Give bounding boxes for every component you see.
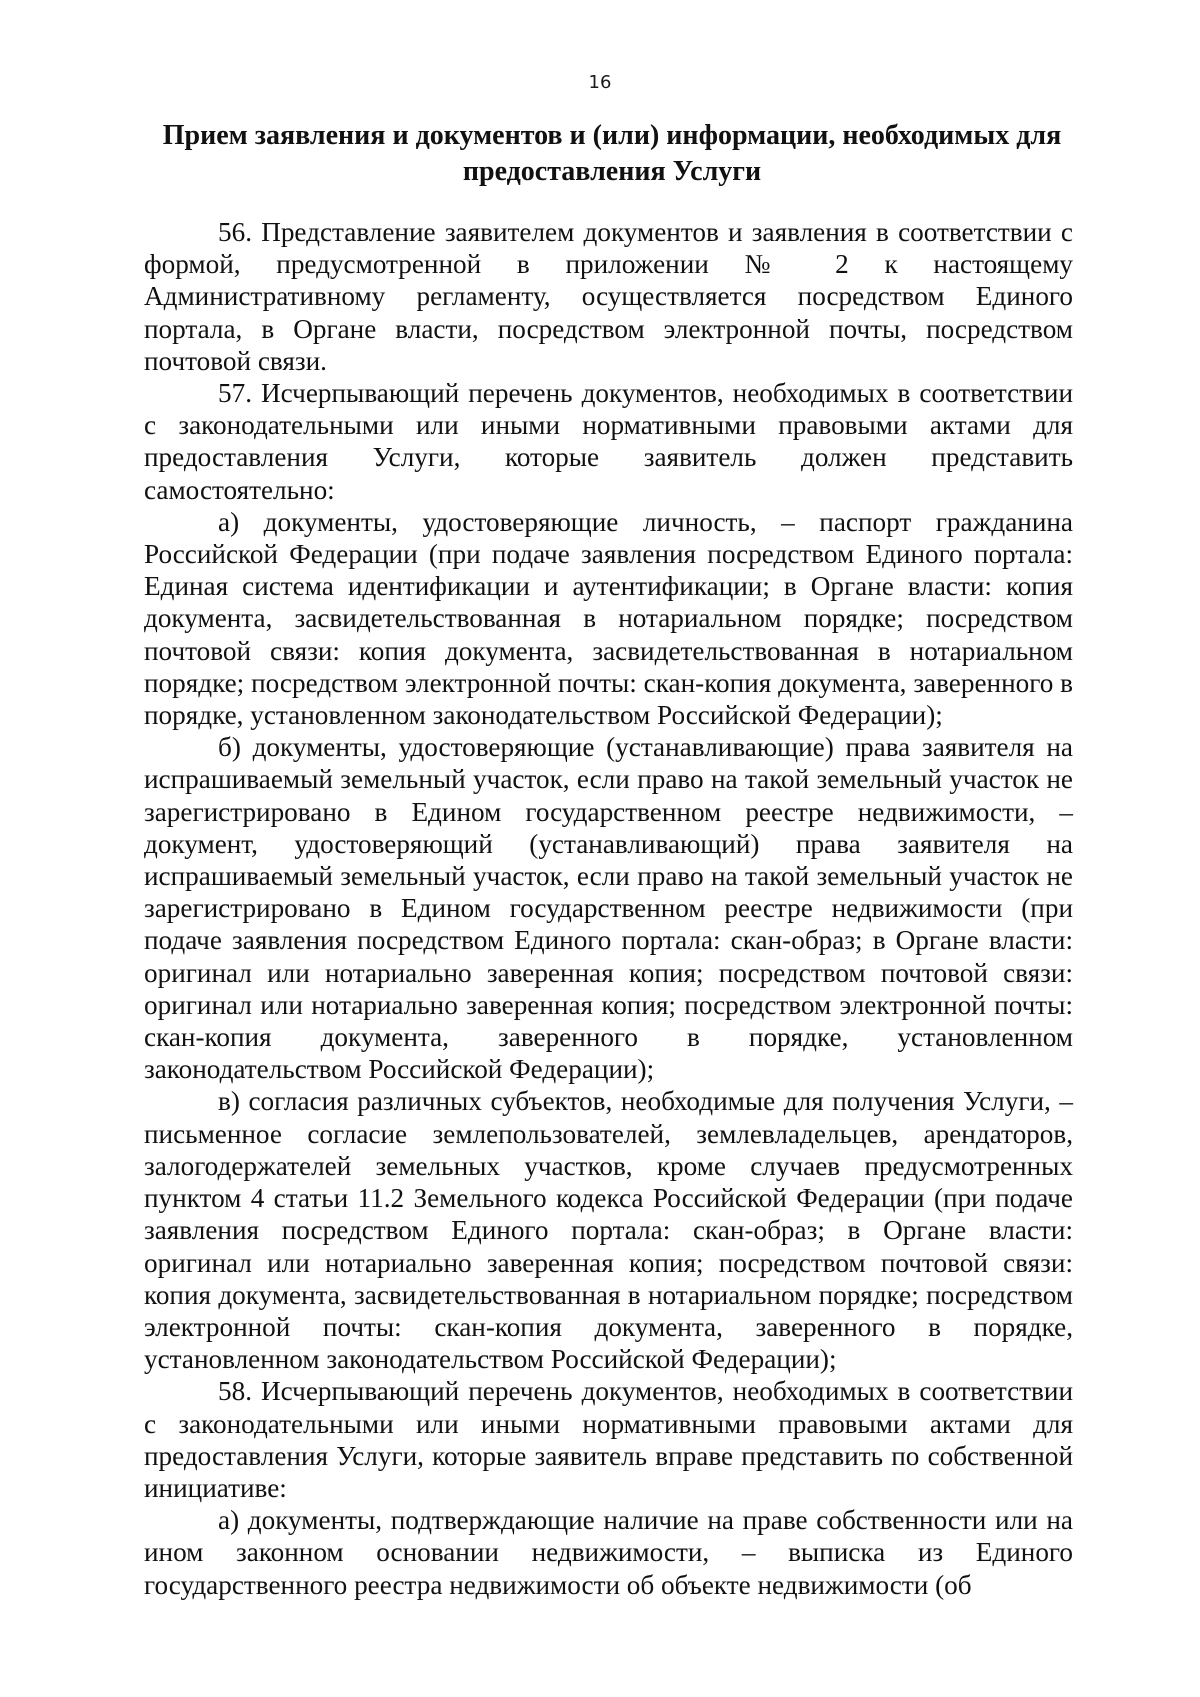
section-heading: Прием заявления и документов и (или) информации, необходимых для предоставления Услуги — [162, 120, 1062, 187]
paragraph-58-item-a: а) документы, подтверждающие наличие на праве собственности или на ином законном основании недвижимости, – выписка из Единого государственного реестра недвижимости об объекте недвижимости (об — [144, 1505, 1073, 1600]
paragraph-57: 57. Исчерпывающий перечень документов, необходимых в соответствии с законодательными или иными нормативными правовыми актами для предоставления Услуги, которые заявитель должен представить самостоятельно: — [144, 378, 1073, 505]
paragraph-58: 58. Исчерпывающий перечень документов, необходимых в соответствии с законодательными или иными нормативными правовыми актами для предоставления Услуги, которые заявитель вправе представить по собственной инициативе: — [144, 1376, 1073, 1503]
page-number: 16 — [588, 72, 612, 93]
paragraph-56: 56. Представление заявителем документов и заявления в соответствии с формой, предусмотренной в приложении № 2 к настоящему Административному регламенту, осуществляется посредством Единого портала, в Органе власти, посредством электронной почты, посредством почтовой связи. — [144, 217, 1073, 376]
paragraph-57-item-a: а) документы, удостоверяющие личность, – паспорт гражданина Российской Федерации (при подаче заявления посредством Единого портала: Единая система идентификации и аутентификации; в Органе власти: копия документа, засвидетельствованная в нотариальном порядке; посредством почтовой связи: копия документа, засвидетельствованная в нотариальном порядке; посредством электронной почты: скан-копия документа, заверенного в порядке, установленном законодательством Российской Федерации); — [144, 506, 1073, 731]
paragraph-57-item-v: в) согласия различных субъектов, необходимые для получения Услуги, – письменное согласие землепользователей, землевладельцев, арендаторов, залогодержателей земельных участков, кроме случаев предусмотренных пунктом 4 статьи 11.2 Земельного кодекса Российской Федерации (при подаче заявления посредством Единого портала: скан-образ; в Органе власти: оригинал или нотариально заверенная копия; посредством почтовой связи: копия документа, засвидетельствованная в нотариальном порядке; посредством электронной почты: скан-копия документа, заверенного в порядке, установленном законодательством Российской Федерации); — [144, 1086, 1073, 1375]
paragraph-57-item-b: б) документы, удостоверяющие (устанавливающие) права заявителя на испрашиваемый земельный участок, если право на такой земельный участок не зарегистрировано в Едином государственном реестре недвижимости, – документ, удостоверяющий (устанавливающий) права заявителя на испрашиваемый земельный участок, если право на такой земельный участок не зарегистрировано в Едином государственном реестре недвижимости (при подаче заявления посредством Единого портала: скан-образ; в Органе власти: оригинал или нотариально заверенная копия; посредством почтовой связи: оригинал или нотариально заверенная копия; посредством электронной почты: скан-копия документа, заверенного в порядке, установленном законодательством Российской Федерации); — [144, 732, 1073, 1085]
document-body — [144, 216, 1073, 1601]
